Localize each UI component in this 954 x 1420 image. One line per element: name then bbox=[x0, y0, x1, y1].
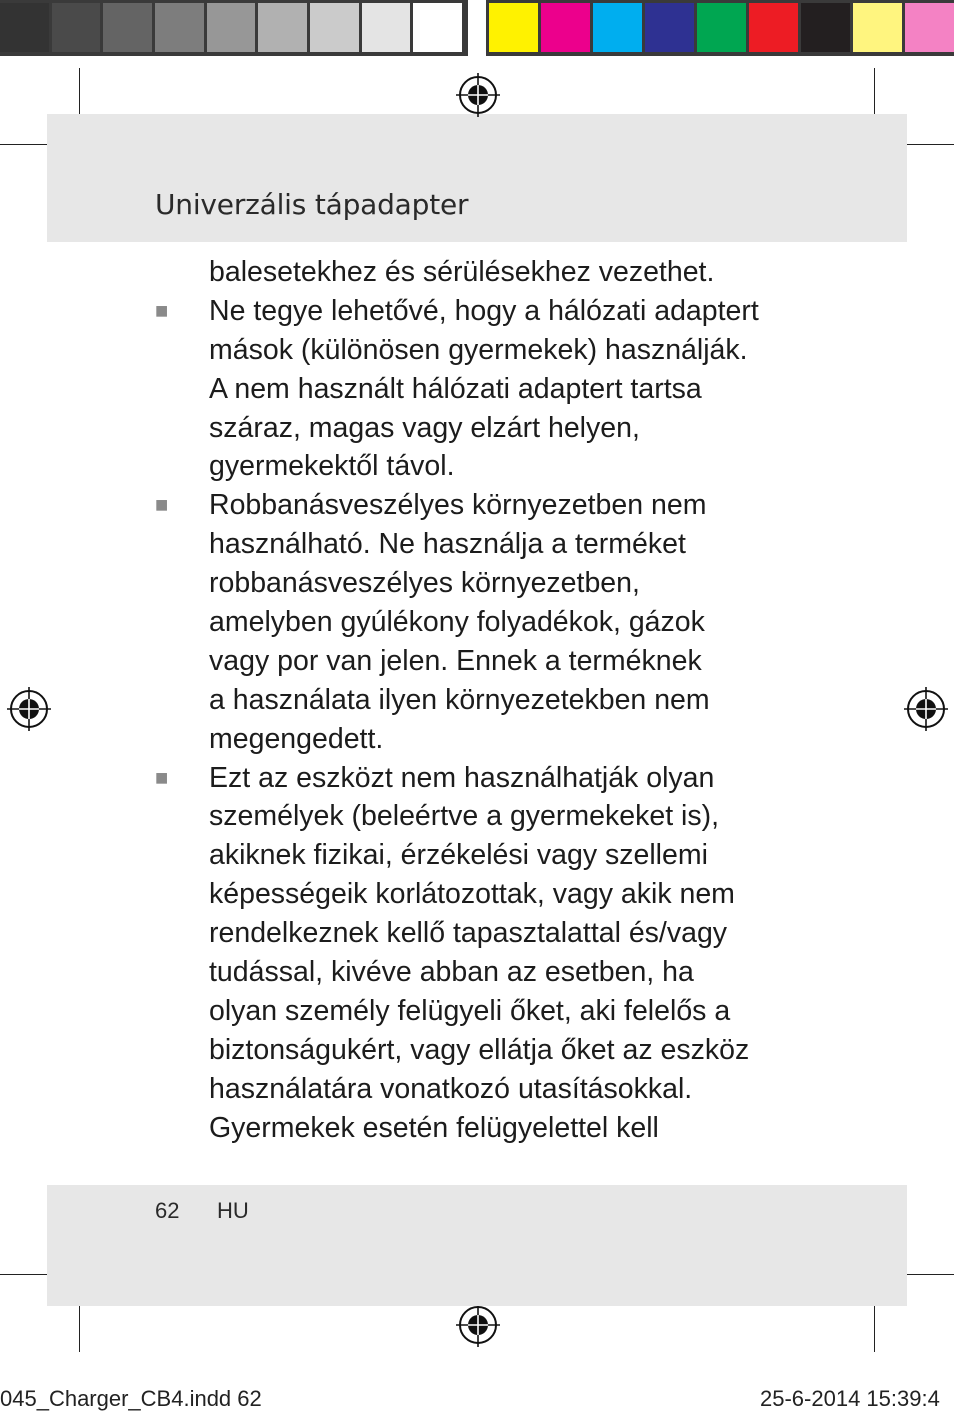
text-line-content: személyek (beleértve a gyermekeket is), bbox=[209, 800, 720, 833]
text-line bbox=[155, 720, 855, 759]
text-line-content: mások (különösen gyermekek) használják. bbox=[209, 333, 748, 366]
text-line-content: Robbanásveszélyes környezetben nem bbox=[209, 489, 707, 522]
gray-swatch bbox=[52, 3, 101, 52]
text-line bbox=[155, 564, 855, 603]
crop-mark-top-left-vertical bbox=[79, 68, 80, 120]
text-line-content: tudással, kivéve abban az esetben, ha bbox=[209, 956, 694, 989]
gray-swatch bbox=[207, 3, 256, 52]
text-line-content: használatára vonatkozó utasításokkal. bbox=[209, 1072, 693, 1105]
text-line-content: Ezt az eszközt nem használhatják olyan bbox=[209, 761, 715, 794]
text-line bbox=[155, 253, 855, 292]
text-line bbox=[155, 759, 855, 798]
body-text bbox=[155, 253, 855, 1147]
text-line-content: használható. Ne használja a terméket bbox=[209, 528, 686, 561]
registration-mark-right-icon bbox=[904, 687, 948, 731]
crop-mark-bottom-left-vertical bbox=[79, 1298, 80, 1352]
text-line bbox=[155, 953, 855, 992]
registration-mark-left-icon bbox=[7, 687, 51, 731]
text-line bbox=[155, 875, 855, 914]
color-swatch bbox=[853, 3, 902, 52]
color-swatch bbox=[645, 3, 694, 52]
gray-swatch bbox=[413, 3, 462, 52]
text-line-content: Gyermekek esetén felügyelettel kell bbox=[209, 1111, 659, 1144]
text-line bbox=[155, 447, 855, 486]
text-line-content: olyan személy felügyeli őket, aki felelős a bbox=[209, 994, 731, 1027]
gray-swatch bbox=[155, 3, 204, 52]
color-scale-bar bbox=[486, 0, 954, 56]
slug-filename: 045_Charger_CB4.indd 62 bbox=[0, 1386, 262, 1411]
text-line bbox=[155, 525, 855, 564]
text-line-content: rendelkeznek kellő tapasztalattal és/vagy bbox=[209, 917, 728, 950]
text-line-content: a használata ilyen környezetekben nem bbox=[209, 683, 710, 716]
color-swatch bbox=[593, 3, 642, 52]
registration-mark-bottom-icon bbox=[456, 1303, 500, 1347]
text-line bbox=[155, 836, 855, 875]
text-line-content: Ne tegye lehetővé, hogy a hálózati adaptert bbox=[209, 294, 759, 327]
text-line bbox=[155, 797, 855, 836]
text-line bbox=[155, 603, 855, 642]
bullet-square-icon: ■ bbox=[155, 764, 169, 790]
page-title: Univerzális tápadapter bbox=[155, 188, 469, 221]
crop-mark-bottom-right-vertical bbox=[874, 1298, 875, 1352]
text-line bbox=[155, 642, 855, 681]
slug-datetime: 25-6-2014 15:39:4 bbox=[760, 1386, 940, 1411]
bullet-square-icon: ■ bbox=[155, 297, 169, 323]
text-line-content: képességeik korlátozottak, vagy akik nem bbox=[209, 878, 735, 911]
registration-mark-top-icon bbox=[456, 73, 500, 117]
gray-swatch bbox=[0, 3, 49, 52]
color-swatch bbox=[801, 3, 850, 52]
gray-scale-bar bbox=[0, 0, 468, 56]
text-line-content: akiknek fizikai, érzékelési vagy szellemi bbox=[209, 839, 708, 872]
color-swatch bbox=[905, 3, 954, 52]
text-line bbox=[155, 1070, 855, 1109]
color-swatch bbox=[489, 3, 538, 52]
text-line bbox=[155, 331, 855, 370]
gray-swatch bbox=[258, 3, 307, 52]
text-line-content: száraz, magas vagy elzárt helyen, bbox=[209, 411, 640, 444]
text-line bbox=[155, 409, 855, 448]
text-line bbox=[155, 1031, 855, 1070]
text-line-content: robbanásveszélyes környezetben, bbox=[209, 567, 640, 600]
header-band bbox=[47, 114, 907, 242]
gray-swatch bbox=[362, 3, 411, 52]
text-line-content: biztonságukért, vagy ellátja őket az eszköz bbox=[209, 1033, 750, 1066]
crop-mark-top-right-vertical bbox=[874, 68, 875, 120]
page-language: HU bbox=[217, 1198, 249, 1223]
color-swatch bbox=[697, 3, 746, 52]
text-line bbox=[155, 370, 855, 409]
color-swatch bbox=[541, 3, 590, 52]
text-line bbox=[155, 992, 855, 1031]
text-line-content: vagy por van jelen. Ennek a terméknek bbox=[209, 644, 702, 677]
text-line-content: A nem használt hálózati adaptert tartsa bbox=[209, 372, 702, 405]
text-line bbox=[155, 681, 855, 720]
page-number: 62 bbox=[155, 1198, 180, 1223]
bullet-square-icon: ■ bbox=[155, 492, 169, 518]
gray-swatch bbox=[310, 3, 359, 52]
text-line bbox=[155, 914, 855, 953]
gray-swatch bbox=[103, 3, 152, 52]
text-line-content: megengedett. bbox=[209, 722, 384, 755]
text-line bbox=[155, 1109, 855, 1148]
text-line bbox=[155, 292, 855, 331]
text-line-content: balesetekhez és sérülésekhez vezethet. bbox=[209, 256, 715, 288]
color-swatch bbox=[749, 3, 798, 52]
text-line-content: gyermekektől távol. bbox=[209, 450, 455, 483]
text-line bbox=[155, 486, 855, 525]
text-line-content: amelyben gyúlékony folyadékok, gázok bbox=[209, 606, 705, 639]
